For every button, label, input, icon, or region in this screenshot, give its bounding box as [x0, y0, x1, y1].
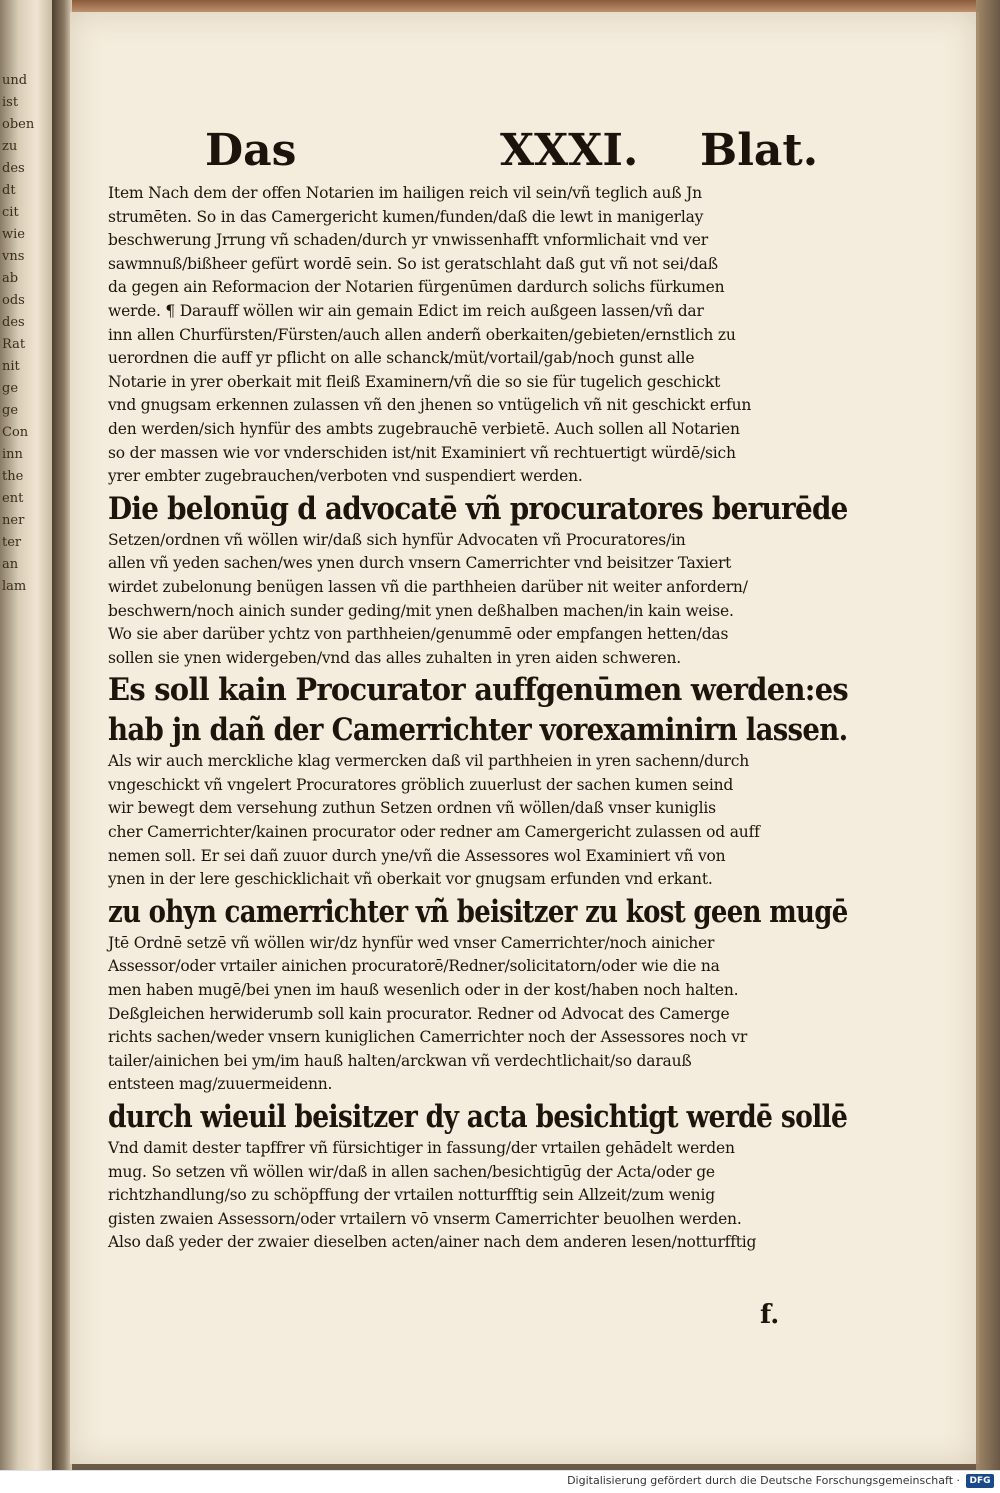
text-line: Item Nach dem der offen Notarien im hailigen reich vil sein/vñ teglich auß Jn [108, 184, 702, 202]
text-line: cher Camerrichter/kainen procurator oder redner am Camergericht zulassen od auff [108, 823, 760, 842]
text-line: werde. ¶ Darauff wöllen wir ain gemain Edict im reich außgeen lassen/vñ dar [108, 301, 704, 320]
heading-line: Es soll kain Procurator auffgenūmen werden:es [108, 672, 848, 709]
section-heading [108, 892, 848, 932]
text-line: beschwern/noch ainich sunder geding/mit ynen deßhalben machen/in kain weise. [108, 601, 734, 620]
header-right-word: Blat. [700, 125, 819, 176]
text-line: nemen soll. Er sei dañ zuuor durch yne/vñ die Assessores wol Examiniert vñ von [108, 846, 726, 865]
left-page-edge [0, 0, 52, 1470]
left-page-fragment: nit [2, 359, 20, 374]
text-line: richts sachen/weder vnsern kuniglichen Camerrichter noch der Assessores noch vr [108, 1028, 748, 1047]
text-line: allen vñ yeden sachen/wes ynen durch vnsern Camerrichter vnd beisitzer Taxiert [108, 554, 732, 573]
left-page-fragment: ge [2, 403, 19, 418]
left-page-fragment: wie [2, 227, 25, 242]
text-line: Also daß yeder der zwaier dieselben acten/ainer nach dem anderen lesen/notturfftig [108, 1233, 757, 1252]
text-line: gisten zwaien Assessorn/oder vrtailern vō vnserm Camerrichter beuolhen werden. [108, 1209, 742, 1228]
text-line: da gegen ain Reformacion der Notarien fürgenūmen dardurch solichs fürkumen [108, 278, 725, 297]
text-line: beschwerung Jrrung vñ schaden/durch yr vnwissenhafft vnformlichait vnd ver [108, 231, 708, 250]
text-line: so der massen wie vor vnderschiden ist/nit Examiniert vñ rechtuertigt würdē/sich [108, 443, 736, 462]
left-page-fragment: ist [2, 95, 19, 110]
footer-credit: Digitalisierung gefördert durch die Deutsche Forschungsgemeinschaft · [567, 1474, 960, 1487]
text-paragraph [108, 750, 848, 892]
text-line: Deßgleichen herwiderumb soll kain procurator. Redner od Advocat des Camerge [108, 1004, 730, 1023]
folio-number: XXXI. [500, 125, 639, 176]
text-line: entsteen mag/zuuermeidenn. [108, 1075, 333, 1094]
text-line: strumēten. So in das Camergericht kumen/funden/daß die lewt in manigerlay [108, 207, 704, 226]
left-page-fragment: ab [2, 271, 19, 286]
text-line: tailer/ainichen bei ym/im hauß halten/arckwan vñ verdechtlichait/so darauß [108, 1051, 692, 1070]
heading-line: hab jn dañ der Camerrichter vorexaminirn lassen. [108, 712, 848, 749]
text-line: Als wir auch merckliche klag vermercken daß vil parthheien in yren sachenn/durch [108, 752, 749, 771]
left-page-fragment: lam [2, 579, 27, 594]
left-page-fragment: ter [2, 535, 22, 550]
page-header [135, 125, 819, 180]
left-page-fragment: Rat [2, 337, 26, 352]
text-line: ynen in der lere geschicklichait vñ oberkait vor gnugsam erfunden vnd erkant. [108, 870, 713, 889]
left-page-text-fragments [2, 70, 35, 1450]
heading-line: zu ohyn camerrichter vñ beisitzer zu kost geen mugē [108, 893, 848, 930]
left-page-fragment: dt [2, 183, 16, 198]
footer-bar [0, 1470, 1000, 1493]
signature-mark: f. [760, 1300, 780, 1330]
text-line: richtzhandlung/so zu schöpffung der vrtailen notturfftig sein Allzeit/zum wenig [108, 1186, 715, 1205]
text-line: Wo sie aber darüber ychtz von parthheien/genummē oder empfangen hetten/das [108, 625, 729, 644]
text-line: Notarie in yrer oberkait mit fleiß Examinern/vñ die so sie für tugelich geschickt [108, 372, 721, 391]
text-line: yrer embter zugebrauchen/verboten vnd suspendiert werden. [108, 467, 583, 486]
left-page-fragment: an [2, 557, 19, 572]
left-page-fragment: vns [2, 249, 25, 264]
left-page-fragment: inn [2, 447, 23, 462]
left-page-fragment: Con [2, 425, 29, 440]
left-page-fragment: cit [2, 205, 19, 220]
text-paragraph [108, 932, 848, 1097]
section-heading [108, 489, 848, 529]
text-line: sollen sie ynen widergeben/vnd das alles zuhalten in yren aiden schweren. [108, 648, 681, 667]
left-page-fragment: the [2, 469, 24, 484]
heading-line: durch wieuil beisitzer dy acta besichtigt werdē sollē [108, 1099, 848, 1135]
text-line: inn allen Churfürsten/Fürsten/auch allen anderñ oberkaiten/gebieten/ernstlich zu [108, 325, 736, 344]
text-line: uerordnen die auff yr pflicht on alle schanck/müt/vortail/gab/noch gunst alle [108, 349, 695, 368]
page-body [108, 182, 848, 1255]
text-line: vnd gnugsam erkennen zulassen vñ den jhenen so vntügelich vñ nit geschickt erfun [108, 396, 752, 415]
text-paragraph [108, 182, 848, 489]
left-page-fragment: ner [2, 513, 25, 528]
left-page-fragment: zu [2, 139, 18, 154]
text-line: Setzen/ordnen vñ wöllen wir/daß sich hynfür Advocaten vñ Procuratores/in [108, 530, 686, 549]
book-gutter [52, 0, 72, 1470]
text-line: mug. So setzen vñ wöllen wir/daß in allen sachen/besichtigūg der Acta/oder ge [108, 1162, 715, 1181]
text-line: Vnd damit dester tapffrer vñ fürsichtiger in fassung/der vrtailen gehādelt werden [108, 1139, 735, 1157]
left-page-fragment: des [2, 315, 25, 330]
text-line: men haben mugē/bei ynen im hauß wesenlich oder in der kost/haben noch halten. [108, 981, 739, 1000]
left-page-fragment: ent [2, 491, 24, 506]
section-heading [108, 1097, 848, 1137]
header-left-word: Das [205, 125, 297, 176]
left-page-fragment: des [2, 161, 25, 176]
text-line: wirdet zubelonung benügen lassen vñ die parthheien darüber nit weiter anfordern/ [108, 577, 748, 596]
left-page-fragment: ods [2, 293, 25, 308]
left-page-fragment: ge [2, 381, 19, 396]
text-line: Assessor/oder vrtailer ainichen procuratorē/Redner/solicitatorn/oder wie die na [108, 957, 720, 976]
text-line: sawmnuß/bißheer gefürt wordē sein. So ist geratschlaht daß gut vñ not sei/daß [108, 254, 718, 273]
dfg-logo-icon: DFG [966, 1474, 994, 1488]
heading-line: Die belonūg d advocatē vñ procuratores berurēde [108, 490, 848, 527]
text-line: den werden/sich hynfür des ambts zugebrauchē verbietē. Auch sollen all Notarien [108, 419, 740, 438]
section-heading [108, 670, 848, 750]
left-page-fragment: und [2, 73, 28, 88]
text-line: wir bewegt dem versehung zuthun Setzen ordnen vñ wöllen/daß vnser kuniglis [108, 799, 716, 818]
left-page-fragment: oben [2, 117, 35, 132]
book-right-edge [976, 0, 1000, 1470]
text-paragraph [108, 529, 848, 671]
text-line: vngeschickt vñ vngelert Procuratores gröblich zuuerlust der sachen kumen seind [108, 775, 734, 794]
text-line: Jtē Ordnē setzē vñ wöllen wir/dz hynfür wed vnser Camerrichter/noch ainicher [108, 933, 715, 952]
text-paragraph [108, 1137, 848, 1255]
